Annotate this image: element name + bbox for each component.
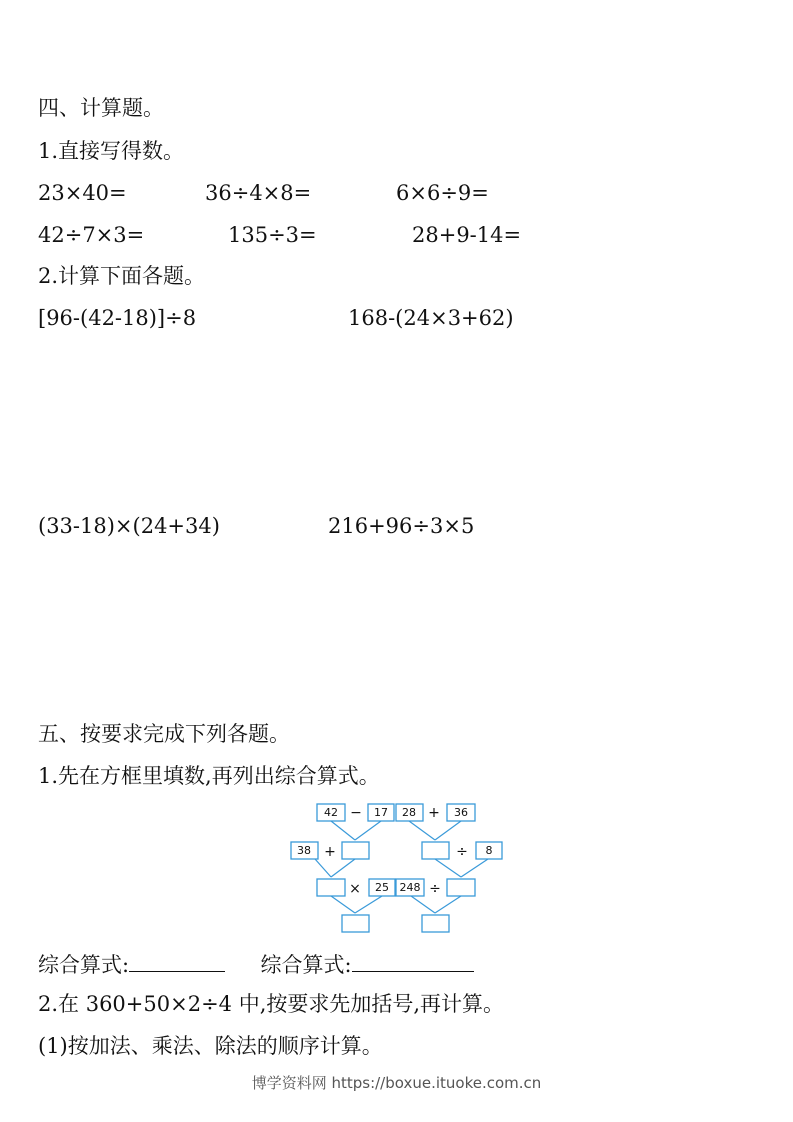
plus-operator: + [428, 805, 440, 821]
mental-math-item: 28+9-14= [412, 223, 522, 247]
number-box [368, 804, 394, 821]
number-box [476, 842, 502, 859]
formula-left-label: 综合算式: [38, 953, 130, 977]
number-box [317, 804, 345, 821]
answer-box[interactable] [447, 879, 475, 896]
connector-line [315, 859, 331, 877]
number-box [369, 879, 395, 896]
calc-problem: 168-(24×3+62) [348, 306, 514, 330]
connector-line [331, 821, 355, 840]
connector-line [411, 896, 435, 913]
calc-problem: (33-18)×(24+34) [38, 514, 220, 538]
number-box [396, 879, 424, 896]
answer-box[interactable] [317, 879, 345, 896]
formula-left-blank[interactable] [129, 953, 225, 972]
mental-math-item: 6×6÷9= [396, 181, 489, 205]
connector-line [355, 821, 381, 840]
calc-problem: [96-(42-18)]÷8 [38, 306, 197, 330]
plus-operator: + [324, 844, 336, 860]
connector-line [331, 859, 355, 877]
q1-title: 1.直接写得数。 [38, 139, 185, 163]
mental-math-item: 23×40= [38, 181, 127, 205]
s5-q2-sub1: (1)按加法、乘法、除法的顺序计算。 [38, 1034, 383, 1058]
connector-line [435, 859, 461, 877]
connector-line [331, 896, 355, 913]
answer-box[interactable] [422, 842, 449, 859]
footer-watermark: 博学资料网 https://boxue.ituoke.com.cn [251, 1074, 542, 1092]
svg-text:17: 17 [374, 806, 388, 819]
svg-text:25: 25 [375, 881, 389, 894]
svg-text:36: 36 [454, 806, 468, 819]
svg-text:28: 28 [402, 806, 416, 819]
svg-text:38: 38 [297, 844, 311, 857]
connector-line [435, 821, 461, 840]
mental-math-item: 36÷4×8= [205, 181, 312, 205]
answer-box[interactable] [422, 915, 449, 932]
mental-math-item: 42÷7×3= [38, 223, 145, 247]
connector-line [461, 859, 488, 877]
divide-operator: ÷ [456, 844, 468, 860]
connector-line [355, 896, 382, 913]
svg-text:8: 8 [485, 844, 493, 857]
q2-title: 2.计算下面各题。 [38, 264, 206, 288]
formula-right-label: 综合算式: [260, 953, 352, 977]
svg-text:248: 248 [399, 881, 421, 894]
calc-problem: 216+96÷3×5 [328, 514, 475, 538]
times-operator: × [349, 881, 361, 897]
s5-q1-title: 1.先在方框里填数,再列出综合算式。 [38, 764, 380, 788]
number-box [396, 804, 423, 821]
number-box [447, 804, 475, 821]
svg-text:42: 42 [324, 806, 338, 819]
s5-q2-title: 2.在 360+50×2÷4 中,按要求先加括号,再计算。 [38, 992, 505, 1016]
divide-operator: ÷ [429, 881, 441, 897]
calculation-tree-diagram [285, 799, 510, 939]
minus-operator: − [350, 805, 362, 821]
answer-box[interactable] [342, 842, 369, 859]
section5-heading: 五、按要求完成下列各题。 [38, 722, 290, 746]
connector-line [409, 821, 435, 840]
section4-heading: 四、计算题。 [38, 96, 164, 120]
answer-box[interactable] [342, 915, 369, 932]
formula-row [38, 953, 474, 976]
mental-math-item: 135÷3= [228, 223, 317, 247]
formula-right-blank[interactable] [352, 953, 474, 972]
connector-line [435, 896, 461, 913]
number-box [291, 842, 318, 859]
